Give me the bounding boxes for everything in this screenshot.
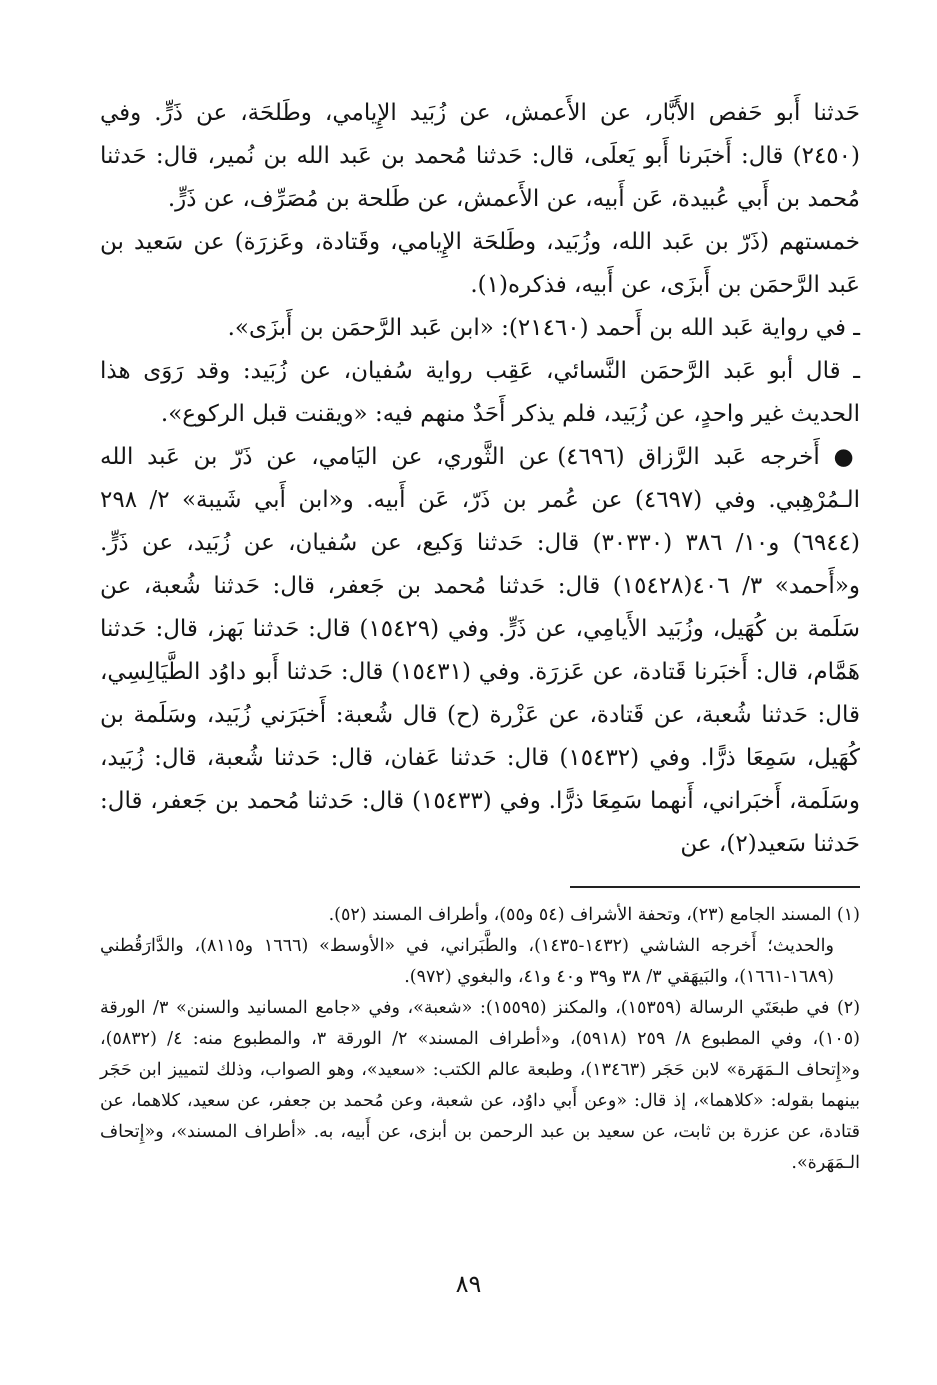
footnote-1-continuation: والحديث؛ أَخرجه الشاشي (١٤٣٢-١٤٣٥)، والطَّبَراني، في «الأوسط» (١٦٦٦ و٨١١٥)، والدَّارَقُطني (١٦٨٩-١٦٦١)، والبَيهَقي ٣/ ٣٨ و٣٩ و٤٠ و٤١، والبغوي (٩٧٢).	[100, 936, 834, 987]
footnote-2: (٢) في طبعَتَي الرسالة (١٥٣٥٩)، والمكنز (١٥٥٩٥): «شعبة»، وفي «جامع المسانيد والسنن» ٣/ الورقة (١٠٥)، وفي المطبوع ٨/ ٢٥٩ (٥٩١٨)، و«أطراف المسند» ٢/ الورقة ٣، والمطبوع منه: ٤/ (٥٨٣٢)، و«إِتحاف الـمَهَرة» لابن حَجَر (١٣٤٦٣)، وطبعة عالم الكتب: «سعيد»، وهو الصواب، وذلك لتمييز ابن حَجَر بينهما بقوله: «كلاهما»، إذ قال: «وعن أَبي داوُد، عن شعبة، وعن مُحمد بن جعفر، عن سعيد، كلاهما، عن قتادة، عن عزرة بن ثابت، عن سعيد بن عبد الرحمن بن أبزى، عن أَبيه، به. «أطراف المسند»، و«إِتحاف الـمَهَرة».	[100, 998, 861, 1173]
paragraph-nasai-comment: ـ قال أبو عَبد الرَّحمَن النَّسائي، عَقِب رواية سُفيان، عن زُبَيد: وقد رَوَى هذا الحديث غير واحدٍ، عن زُبَيد، فلم يذكر أَحَدٌ منهم فيه: «ويقنت قبل الركوع».	[100, 358, 860, 427]
main-text	[100, 92, 860, 866]
footnotes	[100, 900, 860, 1179]
page-number: ٨٩	[455, 1270, 482, 1298]
page-content	[100, 92, 860, 1179]
paragraph-abdullah-narration: ـ في رواية عَبد الله بن أَحمد (٢١٤٦٠): «ابن عَبد الرَّحمَن بن أَبزَى».	[227, 315, 860, 341]
footnote-1: (١) المسند الجامع (٢٣)، وتحفة الأشراف (٥٤ و٥٥)، وأطراف المسند (٥٢).	[328, 905, 860, 925]
paragraph-chain: حَدثنا أَبو حَفص الأَبَّار، عن الأَعمش، عن زُبَيد الإِيامي، وطَلحَة، عن ذَرٍّ. وفي (٢٤٥٠) قال: أَخبَرنا أَبو يَعلَى، قال: حَدثنا مُحمد بن عَبد الله بن نُمير، قال: حَدثنا مُحمد بن أَبي عُبيدة، عَن أَبيه، عن الأَعمش، عن طَلحة بن مُصَرِّف، عن ذَرٍّ.	[100, 100, 860, 212]
paragraph-five-narrators: خمستهم (ذَرّ بن عَبد الله، وزُبَيد، وطَلحَة الإِيامي، وقَتادة، وعَزرَة) عن سَعيد بن عَبد الرَّحمَن بن أَبزَى، عن أَبيه، فذكره(١).	[100, 229, 860, 298]
footnote-separator	[570, 886, 860, 888]
paragraph-takhrij: ● أَخرجه عَبد الرَّزاق (٤٦٩٦) عن الثَّوري، عن اليَامي، عن ذَرّ بن عَبد الله الـمُرْهِبي. وفي (٤٦٩٧) عن عُمر بن ذَرّ، عَن أَبيه. و«ابن أَبي شَيبة» ٢/ ٢٩٨ (٦٩٤٤) و١٠/ ٣٨٦ (٣٠٣٣٠) قال: حَدثنا وَكيع، عن سُفيان، عن زُبَيد، عن ذَرٍّ. و«أَحمد» ٣/ ٤٠٦(١٥٤٢٨) قال: حَدثنا مُحمد بن جَعفر، قال: حَدثنا شُعبة، عن سَلَمة بن كُهَيل، وزُبَيد الأَيامِي، عن ذَرٍّ. وفي (١٥٤٢٩) قال: حَدثنا بَهز، قال: حَدثنا هَمَّام، قال: أَخبَرنا قَتادة، عن عَزرَة. وفي (١٥٤٣١) قال: حَدثنا أَبو داوُد الطَّيَالِسِي، قال: حَدثنا شُعبة، عن قَتادة، عن عَزْرة (ح) قال شُعبة: أَخبَرَني زُبَيد، وسَلَمة بن كُهَيل، سَمِعَا ذرًّا. وفي (١٥٤٣٢) قال: حَدثنا عَفان، قال: حَدثنا شُعبة، قال: زُبَيد، وسَلَمة، أَخبَراني، أَنهما سَمِعَا ذرًّا. وفي (١٥٤٣٣) قال: حَدثنا مُحمد بن جَعفر، قال: حَدثنا سَعيد(٢)، عن	[100, 444, 860, 857]
